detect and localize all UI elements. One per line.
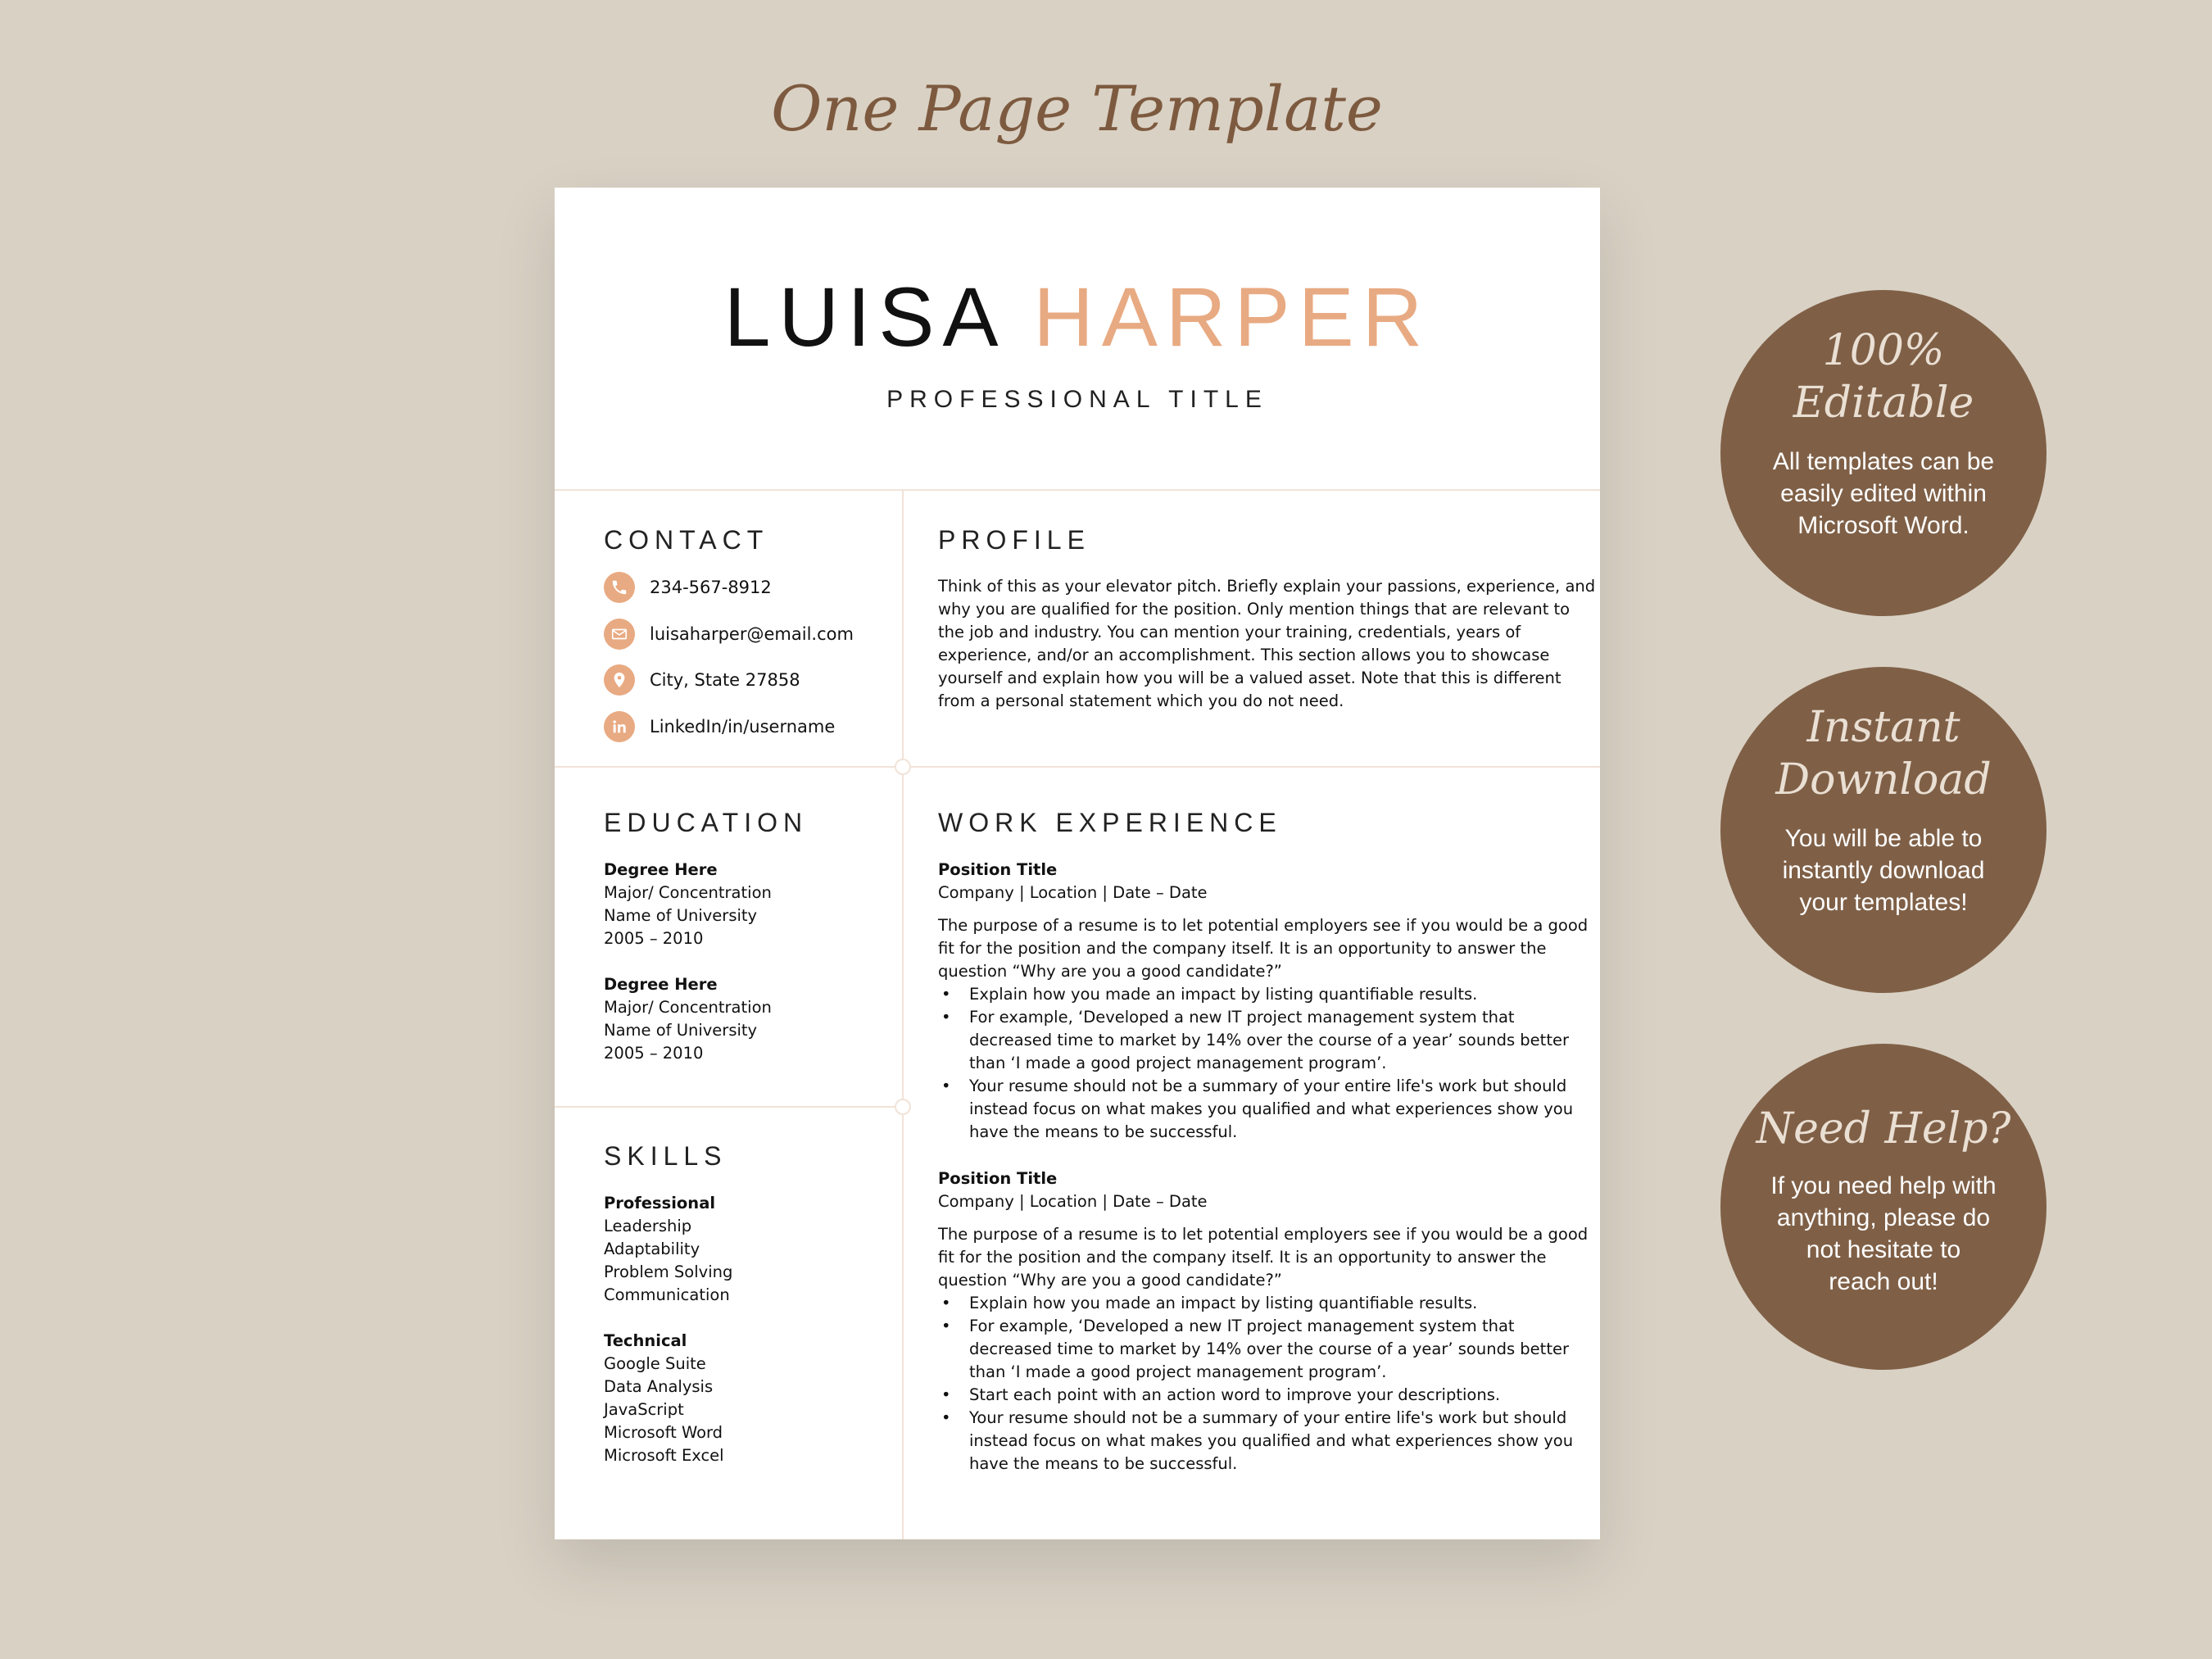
feature-title	[1720, 324, 2047, 429]
job-bullet-line: have the means to be successful.	[969, 1454, 1238, 1473]
contact-linkedin	[604, 710, 835, 743]
skills-group	[604, 1192, 732, 1307]
feature-body-line: If you need help with	[1770, 1172, 1997, 1199]
job-bullet-line: instead focus on what makes you qualified and what experiences show you	[969, 1431, 1574, 1450]
skills-group-title: Technical	[604, 1331, 687, 1350]
header-divider	[555, 489, 1600, 491]
job-summary-line: The purpose of a resume is to let potential employers see if you would be a good	[938, 916, 1589, 935]
job-bullet-line: decreased time to market by 14% over the course of a year’ sounds better	[969, 1339, 1569, 1358]
skill-item: Leadership	[604, 1217, 692, 1235]
job-bullets	[938, 1292, 1588, 1475]
skills-heading: SKILLS	[604, 1141, 728, 1171]
feature-body-line: anything, please do	[1776, 1204, 1991, 1231]
degree: Degree Here	[604, 975, 718, 994]
feature-title-line: Download	[1775, 755, 1992, 805]
column-divider	[902, 489, 904, 1539]
email-icon	[604, 619, 635, 650]
education-heading: EDUCATION	[604, 808, 809, 837]
first-name: LUISA	[723, 270, 1002, 364]
contact-email	[604, 618, 854, 650]
job-bullet-line: decreased time to market by 14% over the course of a year’ sounds better	[969, 1031, 1569, 1049]
job-bullet	[938, 1407, 1588, 1475]
degree: Degree Here	[604, 860, 718, 879]
feature-body	[1720, 446, 2047, 542]
feature-body-line: easily edited within	[1780, 480, 1987, 507]
skill-item: Problem Solving	[604, 1262, 733, 1281]
job-bullet	[938, 983, 1588, 1006]
education-entry	[604, 973, 772, 1065]
major: Major/ Concentration	[604, 998, 772, 1017]
contact-heading: CONTACT	[604, 525, 769, 555]
job-summary-line: The purpose of a resume is to let potential employers see if you would be a good	[938, 1225, 1589, 1244]
education-entry	[604, 859, 772, 950]
skill-item: Microsoft Excel	[604, 1446, 724, 1465]
job-bullet-line: than ‘I made a good project management program’.	[969, 1362, 1387, 1381]
job-summary-line: fit for the position and the company itself. It is an opportunity to answer the	[938, 939, 1547, 958]
skill-item: Adaptability	[604, 1240, 700, 1258]
job-bullet-line: instead focus on what makes you qualified and what experiences show you	[969, 1099, 1574, 1118]
skills-group-title: Professional	[604, 1194, 716, 1213]
major: Major/ Concentration	[604, 883, 772, 902]
feature-body-line: your templates!	[1799, 889, 1968, 916]
skill-item: Data Analysis	[604, 1377, 714, 1396]
feature-download	[1720, 667, 2047, 993]
contact-location	[604, 664, 800, 696]
contact-email-text: luisaharper@email.com	[650, 624, 854, 644]
feature-body-line: You will be able to	[1784, 825, 1983, 852]
profile-line: yourself and explain how you will be a valued asset. Note that this is different	[938, 669, 1562, 687]
job-bullet-line: • Your resume should not be a summary of your entire life's work but should	[969, 1077, 1567, 1095]
phone-icon	[604, 572, 635, 603]
feature-title-line: Editable	[1793, 378, 1974, 428]
school: Name of University	[604, 1021, 758, 1040]
skill-item: Microsoft Word	[604, 1423, 723, 1442]
resume-name	[555, 270, 1600, 365]
job-bullet	[938, 1315, 1588, 1384]
feature-body	[1720, 1170, 2047, 1298]
job-bullet	[938, 1384, 1588, 1407]
contact-linkedin-text: LinkedIn/in/username	[650, 717, 836, 737]
divider-knot-1	[895, 759, 911, 775]
row-divider-1	[555, 766, 1600, 768]
job-bullet-line: • Explain how you made an impact by listing quantifiable results.	[969, 985, 1478, 1004]
skill-item: Communication	[604, 1285, 730, 1304]
job-bullet	[938, 1075, 1588, 1144]
feature-title	[1720, 1103, 2047, 1155]
work-heading: WORK EXPERIENCE	[938, 808, 1282, 837]
feature-body	[1720, 823, 2047, 918]
school: Name of University	[604, 906, 758, 925]
job-bullet	[938, 1292, 1588, 1315]
feature-title-line: Instant	[1806, 703, 1960, 752]
job-bullet-line: • Start each point with an action word to improve your descriptions.	[969, 1385, 1501, 1404]
job-entry-1	[938, 859, 1588, 1144]
professional-title: PROFESSIONAL TITLE	[886, 386, 1268, 413]
job-bullet-line: than ‘I made a good project management program’.	[969, 1054, 1387, 1072]
feature-body-line: All templates can be	[1772, 448, 1995, 475]
banner-title: One Page Template	[771, 72, 1383, 145]
feature-title-line: Need Help?	[1756, 1104, 2011, 1154]
job-meta: Company | Location | Date – Date	[938, 1192, 1208, 1211]
contact-phone-text: 234-567-8912	[650, 578, 772, 597]
feature-body-line: not hesitate to	[1806, 1236, 1961, 1263]
job-bullet-line: • Explain how you made an impact by listing quantifiable results.	[969, 1294, 1478, 1312]
years: 2005 – 2010	[604, 1044, 704, 1063]
job-bullet	[938, 1006, 1588, 1075]
years: 2005 – 2010	[604, 929, 704, 948]
job-meta: Company | Location | Date – Date	[938, 883, 1208, 902]
job-bullet-line: • For example, ‘Developed a new IT project management system that	[969, 1317, 1515, 1335]
job-bullet-line: • For example, ‘Developed a new IT project management system that	[969, 1008, 1515, 1027]
feature-body-line: instantly download	[1782, 857, 1985, 884]
job-summary-line: question “Why are you a good candidate?”	[938, 1271, 1282, 1290]
divider-knot-2	[895, 1099, 911, 1115]
feature-title-line: 100%	[1822, 326, 1945, 375]
location-icon	[604, 664, 635, 696]
profile-line: the job and industry. You can mention your training, credentials, years of	[938, 623, 1521, 641]
job-bullet-line: • Your resume should not be a summary of your entire life's work but should	[969, 1408, 1567, 1427]
skill-item: JavaScript	[604, 1400, 684, 1419]
profile-text	[938, 575, 1595, 713]
job-entry-2	[938, 1167, 1588, 1475]
contact-phone	[604, 571, 772, 604]
profile-line: experience, and/or an accomplishment. This section allows you to showcase	[938, 646, 1550, 664]
job-title: Position Title	[938, 1169, 1058, 1188]
feature-body-line: reach out!	[1829, 1268, 1938, 1295]
resume-page	[555, 188, 1600, 1539]
skills-group	[604, 1330, 724, 1467]
profile-line: why you are qualified for the position. Only mention things that are relevant to	[938, 600, 1571, 619]
feature-body-line: Microsoft Word.	[1797, 512, 1969, 539]
job-bullet-line: have the means to be successful.	[969, 1122, 1238, 1141]
linkedin-icon	[604, 711, 635, 742]
job-summary-line: question “Why are you a good candidate?”	[938, 962, 1282, 981]
job-bullets	[938, 983, 1588, 1144]
resume-header	[555, 188, 1600, 489]
profile-line: Think of this as your elevator pitch. Briefly explain your passions, experience, and	[938, 577, 1596, 596]
feature-editable	[1720, 290, 2047, 616]
feature-title	[1720, 701, 2047, 806]
last-name: HARPER	[1033, 270, 1431, 364]
profile-heading: PROFILE	[938, 525, 1090, 555]
contact-location-text: City, State 27858	[650, 670, 800, 690]
job-title: Position Title	[938, 860, 1058, 879]
feature-help	[1720, 1044, 2047, 1370]
job-summary-line: fit for the position and the company itself. It is an opportunity to answer the	[938, 1248, 1547, 1267]
row-divider-2	[555, 1106, 903, 1108]
profile-line: from a personal statement which you do not need.	[938, 691, 1344, 710]
skill-item: Google Suite	[604, 1354, 706, 1373]
